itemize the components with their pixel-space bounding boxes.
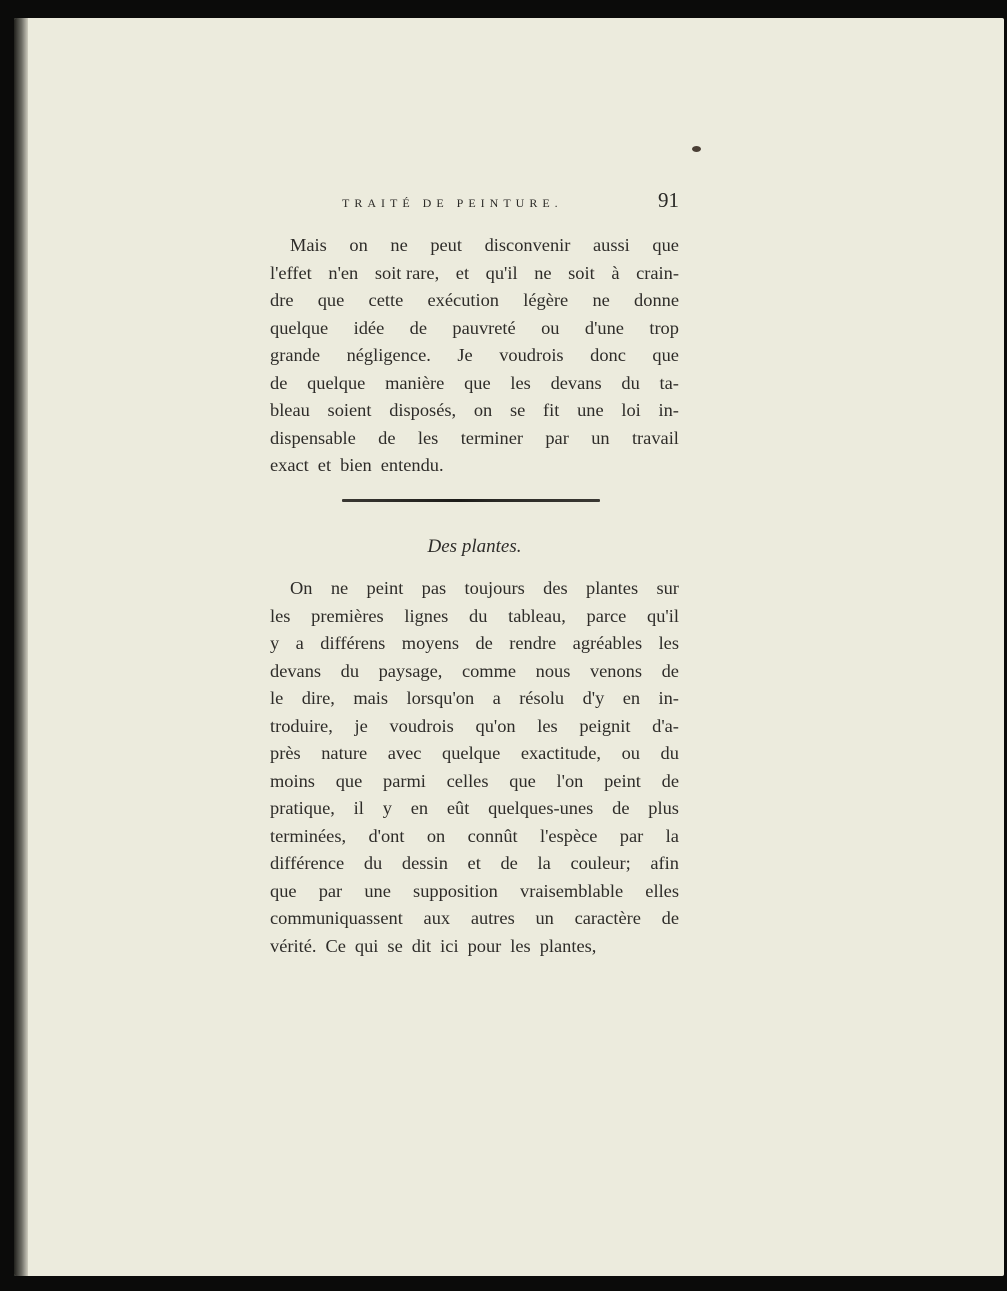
text-line	[270, 823, 679, 851]
word: avec	[387, 743, 422, 763]
text-line	[270, 452, 679, 480]
word: les	[510, 372, 531, 393]
word: ou	[621, 743, 640, 763]
word: dire,	[301, 688, 335, 708]
word: parmi	[383, 770, 426, 791]
word: parce	[586, 605, 627, 626]
word: différence	[270, 853, 345, 873]
word: lorsqu'on	[406, 688, 475, 708]
word: peut	[430, 235, 462, 255]
word: peint	[604, 770, 641, 791]
word: on	[473, 400, 493, 420]
word: donc	[590, 345, 626, 365]
word: les	[270, 605, 291, 626]
word: de	[378, 427, 396, 448]
word: ne	[390, 235, 408, 255]
word: couleur;	[570, 853, 631, 873]
word: d'y	[582, 688, 605, 708]
word: du	[469, 605, 488, 626]
word: a	[295, 633, 304, 653]
word: par	[619, 825, 644, 846]
word: afin	[650, 853, 679, 873]
word: disposés,	[389, 400, 457, 420]
word: troduire,	[270, 715, 333, 736]
text-line	[270, 630, 679, 658]
text-line	[270, 370, 679, 398]
word: loi	[621, 400, 641, 420]
word: l'espèce	[540, 825, 598, 846]
word: une	[577, 400, 604, 420]
word: donne	[634, 290, 679, 310]
paragraph-1	[270, 232, 679, 480]
word: et	[317, 455, 332, 475]
word: on	[349, 235, 368, 255]
word: les	[537, 715, 558, 736]
word: plus	[648, 798, 679, 818]
word: Je	[457, 345, 473, 365]
text-line	[270, 658, 679, 686]
word: travail	[631, 427, 679, 448]
word: que	[464, 372, 491, 393]
word: l'effet	[270, 262, 312, 283]
word: ne	[534, 262, 552, 283]
word: connût	[467, 825, 518, 846]
word: a	[492, 688, 501, 708]
word: les	[658, 633, 679, 653]
word: peignit	[579, 715, 631, 736]
word: ne	[592, 290, 610, 310]
word: qu'il	[647, 605, 679, 626]
word: les	[417, 427, 439, 448]
word: On	[290, 578, 313, 598]
word: paysage,	[378, 660, 443, 681]
word: la	[665, 825, 679, 846]
word: d'une	[584, 317, 624, 338]
word: une	[364, 880, 391, 901]
word: en	[622, 688, 641, 708]
word: la	[537, 853, 551, 873]
word: mais	[353, 688, 389, 708]
word: le	[270, 688, 284, 708]
text-line	[270, 287, 679, 315]
word: communiquassent	[270, 908, 403, 928]
word: pas	[421, 578, 447, 598]
word: tableau,	[508, 605, 566, 626]
word: aussi	[593, 235, 630, 255]
word: qu'il	[485, 262, 518, 283]
word: de	[661, 770, 679, 791]
word: de	[661, 908, 679, 928]
word: du	[660, 743, 679, 763]
word: dre	[270, 290, 294, 310]
word: dispensable	[270, 427, 356, 448]
word: du	[340, 660, 360, 681]
word: se	[509, 400, 526, 420]
word: pour	[467, 935, 502, 956]
text-line	[270, 425, 679, 453]
word: venons	[589, 660, 643, 681]
word: bien	[340, 455, 372, 475]
word: celles	[446, 770, 489, 791]
word: près	[270, 743, 301, 763]
word: disconvenir	[484, 235, 571, 255]
word: moyens	[401, 633, 459, 653]
word: ici	[440, 935, 459, 956]
word: voudrois	[389, 715, 454, 736]
word: un	[591, 427, 610, 448]
word: par	[545, 427, 569, 448]
word: eût	[446, 798, 470, 818]
word: et	[467, 853, 481, 873]
word: légère	[523, 290, 569, 310]
word: plantes	[586, 578, 639, 598]
word: idée	[353, 317, 385, 338]
text-line	[270, 768, 679, 796]
word: les	[510, 935, 531, 956]
word: y	[382, 798, 392, 818]
word: quelque	[270, 317, 329, 338]
word: vraisemblable	[520, 880, 624, 901]
word: quelques-unes	[488, 798, 594, 818]
word: ou	[541, 317, 560, 338]
word: on	[426, 825, 446, 846]
ink-stain	[692, 146, 701, 152]
word: exactitude,	[520, 743, 601, 763]
word: exécution	[427, 290, 500, 310]
word: trop	[649, 317, 679, 338]
word: premières	[311, 605, 384, 626]
word: devans	[550, 372, 602, 393]
word: peint	[366, 578, 404, 598]
book-page	[14, 18, 1004, 1276]
word: l'on	[556, 770, 584, 791]
word: fit	[543, 400, 560, 420]
word: manière	[385, 372, 445, 393]
word: de	[500, 853, 518, 873]
text-line	[270, 232, 679, 260]
word: entendu.	[380, 455, 444, 475]
word: crain-	[636, 262, 679, 283]
word: d'ont	[368, 825, 405, 846]
word: par	[318, 880, 343, 901]
word: bleau	[270, 400, 310, 420]
word: de	[661, 660, 679, 681]
running-head: TRAITÉ DE PEINTURE.	[342, 196, 563, 210]
paragraph-2	[270, 575, 679, 960]
word: soient	[327, 400, 372, 420]
word: que	[509, 770, 536, 791]
text-line	[270, 905, 679, 933]
text-line	[270, 878, 679, 906]
word: et	[455, 262, 470, 283]
word: que	[317, 290, 345, 310]
word: cette	[368, 290, 404, 310]
page-number: 91	[658, 188, 679, 212]
word: agréables	[572, 633, 643, 653]
word: y	[270, 633, 280, 653]
word: exact	[270, 455, 309, 475]
word: de	[270, 372, 288, 393]
word: que	[652, 235, 679, 255]
text-line	[270, 795, 679, 823]
word: moins	[270, 770, 315, 791]
word: se	[387, 935, 403, 956]
word: pratique,	[270, 798, 335, 818]
word: soit	[568, 262, 595, 283]
word: nature	[321, 743, 368, 763]
text-line	[270, 260, 679, 288]
word: grande	[270, 345, 321, 365]
word: d'a-	[652, 715, 679, 736]
word: pauvreté	[452, 317, 516, 338]
word: lignes	[404, 605, 449, 626]
word: il	[353, 798, 364, 818]
text-line	[270, 342, 679, 370]
word: dessin	[401, 853, 448, 873]
word: ta-	[659, 372, 679, 393]
text-line	[270, 713, 679, 741]
word: rendre	[509, 633, 557, 653]
text-line	[270, 850, 679, 878]
word: du	[621, 372, 640, 393]
word: elles	[645, 880, 679, 901]
word: in-	[658, 400, 679, 420]
word: à	[611, 262, 620, 283]
word: des	[543, 578, 568, 598]
word: n'en	[328, 262, 359, 283]
word: toujours	[464, 578, 525, 598]
word: quelque	[307, 372, 366, 393]
word: sur	[656, 578, 679, 598]
word: supposition	[413, 880, 498, 901]
word: de	[475, 633, 493, 653]
section-title: Des plantes.	[427, 536, 522, 557]
word: que	[652, 345, 679, 365]
word: autres	[470, 908, 515, 928]
word: plantes,	[539, 935, 597, 956]
word: in-	[658, 688, 679, 708]
word: différens	[320, 633, 386, 653]
word: je	[354, 715, 368, 736]
word: dit	[411, 935, 432, 956]
word: quelque	[442, 743, 501, 763]
text-line	[270, 685, 679, 713]
word: qui	[354, 935, 379, 956]
word: terminées,	[270, 825, 347, 846]
book-spine	[14, 18, 28, 1276]
text-line	[270, 575, 679, 603]
text-line	[270, 603, 679, 631]
text-line	[270, 933, 679, 961]
word: qu'on	[475, 715, 516, 736]
word: vérité.	[270, 935, 317, 956]
word: en	[410, 798, 429, 818]
word: Mais	[290, 235, 327, 255]
word: soit rare,	[374, 262, 440, 283]
word: négligence.	[346, 345, 431, 365]
word: résolu	[519, 688, 565, 708]
section-divider	[342, 499, 600, 502]
word: de	[612, 798, 630, 818]
word: voudrois	[499, 345, 564, 365]
text-line	[270, 397, 679, 425]
word: de	[409, 317, 427, 338]
word: du	[363, 853, 383, 873]
word: ne	[330, 578, 349, 598]
word: devans	[270, 660, 322, 681]
word: caractère	[574, 908, 641, 928]
word: comme	[461, 660, 517, 681]
word: un	[535, 908, 554, 928]
word: aux	[423, 908, 451, 928]
text-line	[270, 315, 679, 343]
word: terminer	[460, 427, 523, 448]
word: nous	[535, 660, 571, 681]
word: Ce	[325, 935, 346, 956]
word: que	[270, 880, 297, 901]
word: que	[335, 770, 363, 791]
text-line	[270, 740, 679, 768]
